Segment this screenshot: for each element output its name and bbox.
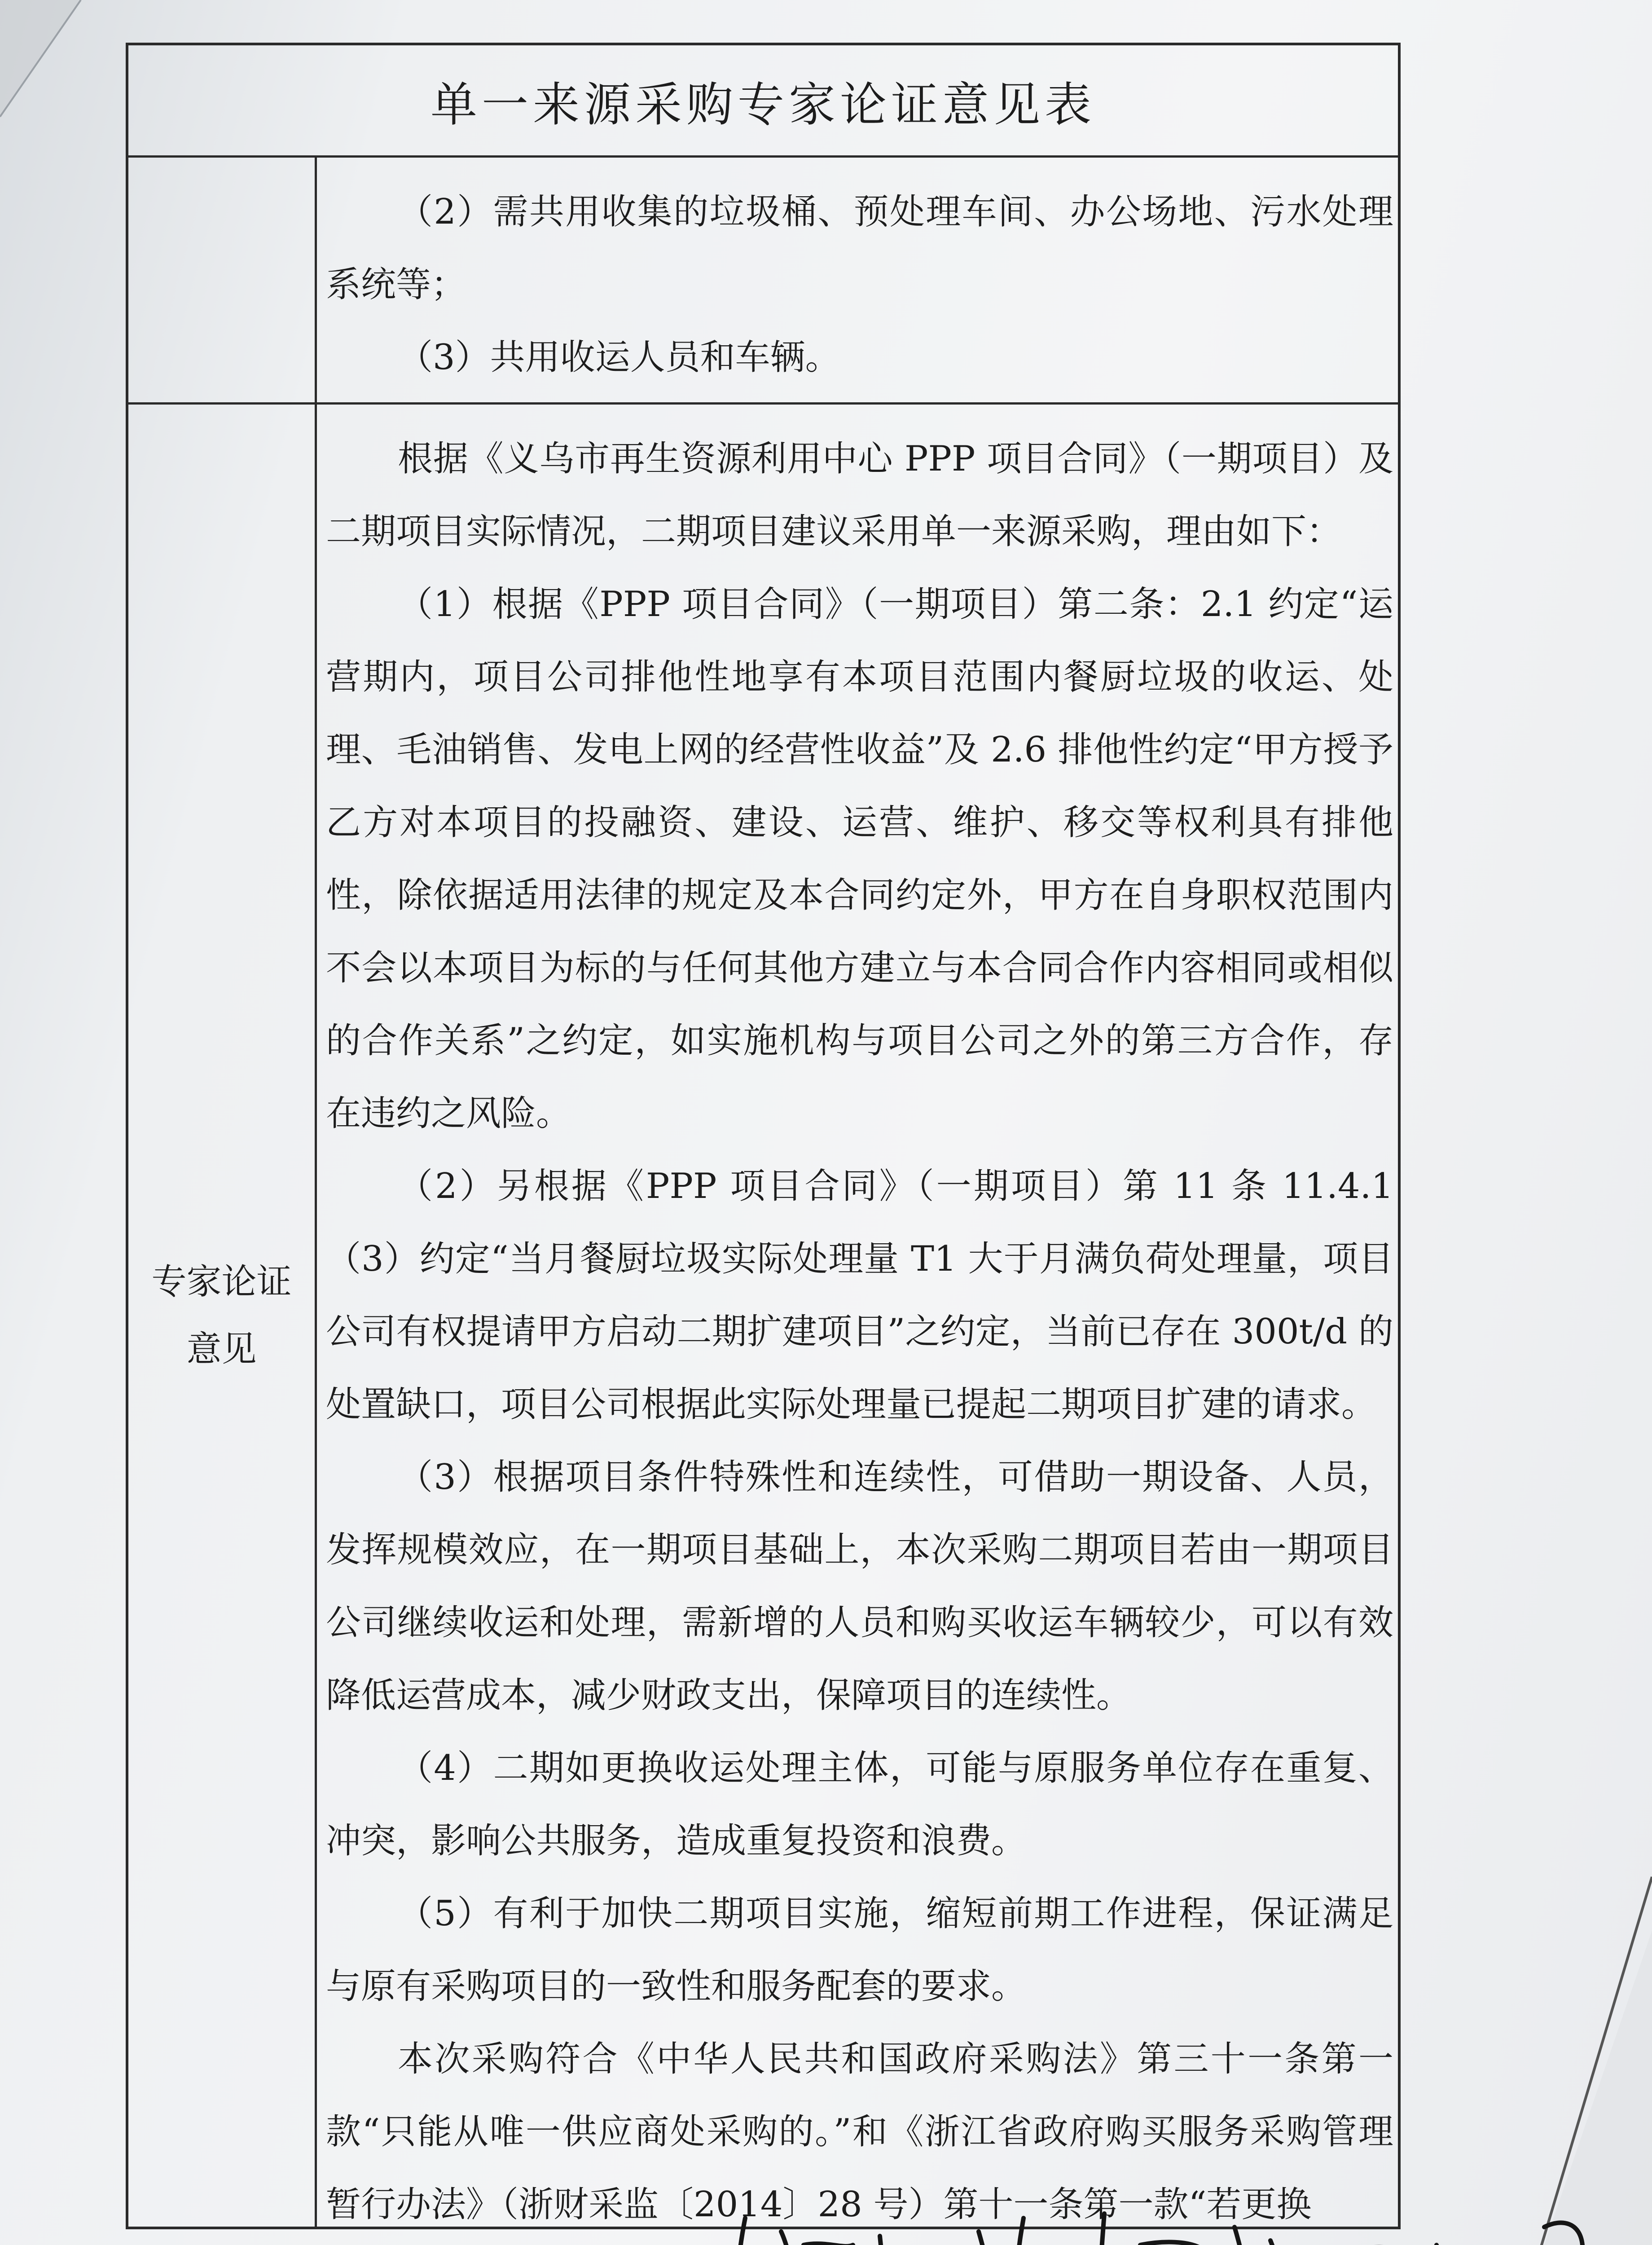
table-row-shared-facilities bbox=[128, 158, 1398, 405]
row1-line-3: （3）共用收运人员和车辆。 bbox=[398, 337, 840, 378]
signature-3 bbox=[1351, 2223, 1582, 2245]
signature-1 bbox=[727, 2218, 1032, 2245]
row1-label-cell bbox=[128, 158, 317, 402]
form-title-row bbox=[128, 45, 1398, 158]
opinion-paragraph-conclusion: 本次采购符合《中华人民共和国政府采购法》第三十一条第一款“只能从唯一供应商处采购的。”和《浙江省政府购买服务采购管理暂行办法》（浙财采监〔2014〕28 号）第十一条第一款“若更换 bbox=[326, 2039, 1393, 2225]
opinion-paragraph-intro: 根据《义乌市再生资源利用中心 PPP 项目合同》（一期项目）及二期项目实际情况，二期项目建议采用单一来源采购，理由如下： bbox=[326, 439, 1393, 552]
expert-opinion-form-table bbox=[126, 43, 1401, 2229]
opinion-paragraph-2: （2）另根据《PPP 项目合同》（一期项目）第 11 条 11.4.1（3）约定“当月餐厨垃圾实际处理量 T1 大于月满负荷处理量，项目公司有权提请甲方启动二期扩建项目”之约定，当前已存在 300t/d 的处置缺口，项目公司根据此实际处理量已提起二期项目扩建的请求。 bbox=[326, 1166, 1393, 1425]
opinion-paragraph-3: （3）根据项目条件特殊性和连续性，可借助一期设备、人员，发挥规模效应，在一期项目基础上，本次采购二期项目若由一期项目公司继续收运和处理，需新增的人员和购买收运车辆较少，可以有效降低运营成本，减少财政支出，保障项目的连续性。 bbox=[326, 1457, 1393, 1716]
handwritten-signatures bbox=[709, 2191, 1585, 2245]
opinion-paragraph-1: （1）根据《PPP 项目合同》（一期项目）第二条：2.1 约定“运营期内，项目公司排他性地享有本项目范围内餐厨垃圾的收运、处理、毛油销售、发电上网的经营性收益”及 2.6 排他性约定“甲方授予乙方对本项目的投融资、建设、运营、维护、移交等权利具有排他性，除依据适用法律的规定及本合同约定外，甲方在自身职权范围内不会以本项目为标的与任何其他方建立与本合同合作内容相同或相似的合作关系”之约定，如实施机构与项目公司之外的第三方合作，存在违约之风险。 bbox=[326, 584, 1393, 1134]
row1-content-cell bbox=[317, 158, 1398, 402]
expert-opinion-content-cell bbox=[317, 405, 1398, 2227]
form-title: 单一来源采购专家论证意见表 bbox=[430, 77, 1096, 132]
table-row-expert-opinion bbox=[128, 405, 1398, 2227]
signature-2 bbox=[1086, 2214, 1315, 2245]
opinion-paragraph-5: （5）有利于加快二期项目实施，缩短前期工作进程，保证满足与原有采购项目的一致性和服务配套的要求。 bbox=[326, 1893, 1393, 2007]
opinion-paragraph-4: （4）二期如更换收运处理主体，可能与原服务单位存在重复、冲突，影响公共服务，造成重复投资和浪费。 bbox=[326, 1748, 1393, 1861]
row1-line-2: （2）需共用收集的垃圾桶、预处理车间、办公场地、污水处理系统等； bbox=[326, 192, 1393, 305]
expert-opinion-label-cell bbox=[128, 405, 317, 2227]
expert-opinion-label: 专家论证意见 bbox=[151, 1262, 292, 1369]
